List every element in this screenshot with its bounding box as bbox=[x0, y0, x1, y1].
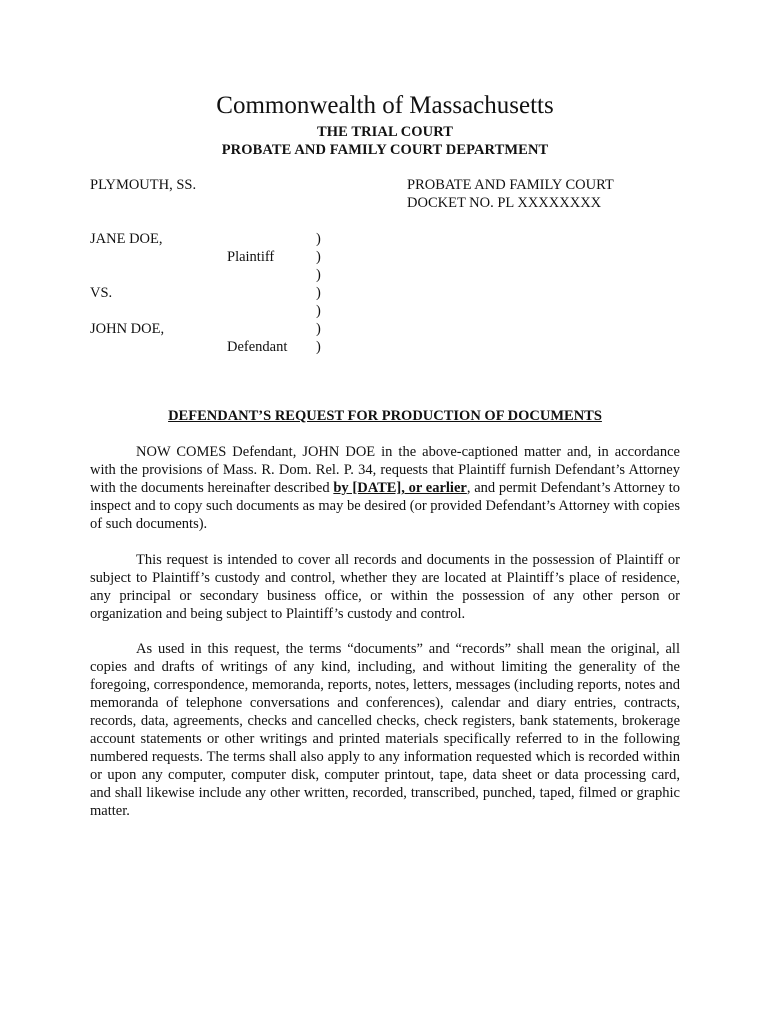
caption-bracket: ) bbox=[316, 321, 321, 337]
caption-bracket: ) bbox=[316, 267, 321, 283]
caption-bracket: ) bbox=[316, 339, 321, 355]
court-line-department: PROBATE AND FAMILY COURT DEPARTMENT bbox=[221, 142, 549, 158]
docket-number: DOCKET NO. PL XXXXXXXX bbox=[407, 195, 602, 211]
paragraph-text: , and permit Defendant’s Attorney to inspect and to copy such documents as may be desired (or provided Defendant’s Attorney with copies of such documents). bbox=[90, 480, 680, 532]
caption-bracket: ) bbox=[316, 249, 321, 265]
paragraph-definitions: As used in this request, the terms “documents” and “records” shall mean the original, all copies and drafts of writings of any kind, including, and without limiting the generality of the foregoing, correspondence, memoranda, reports, notes, letters, messages (including reports, notes and memoranda of telephone conversations and conferences), calendar and diary entries, contracts, records, data, agreements, checks and cancelled checks, check registers, bank statements, brokerage account statements or other writings and printed materials specifically referred to in the following numbered requests. The terms shall also apply to any information requested which is recorded within or upon any computer, computer disk, computer printout, tape, data sheet or data processing card, and shall likewise include any other written, recorded, transcribed, punched, taped, filmed or graphic matter. bbox=[90, 641, 680, 819]
versus-label: VS. bbox=[90, 285, 113, 301]
court-line-trial-court: THE TRIAL COURT bbox=[316, 124, 454, 140]
request-heading: DEFENDANT’S REQUEST FOR PRODUCTION OF DOCUMENTS bbox=[168, 408, 602, 424]
county-label: PLYMOUTH, SS. bbox=[90, 177, 197, 193]
document-title: Commonwealth of Massachusetts bbox=[216, 92, 554, 119]
paragraph-now-comes bbox=[90, 443, 680, 533]
paragraph-scope: This request is intended to cover all records and documents in the possession of Plaintiff or subject to Plaintiff’s custody and control, whether they are located at Plaintiff’s place of residence, any principal or secondary business office, or within the possession of any other person or organization and being subject to Plaintiff’s custody and control. bbox=[90, 552, 680, 622]
deadline-text: by [DATE], or earlier bbox=[333, 480, 467, 496]
caption-bracket: ) bbox=[316, 285, 321, 301]
defendant-role: Defendant bbox=[227, 339, 288, 355]
caption-bracket: ) bbox=[316, 231, 321, 247]
plaintiff-role: Plaintiff bbox=[227, 249, 275, 265]
caption-bracket: ) bbox=[316, 303, 321, 319]
plaintiff-name: JANE DOE, bbox=[90, 231, 163, 247]
paragraph-text: NOW COMES Defendant, JOHN DOE in the above-captioned matter and, in accordance with the provisions of Mass. R. Dom. Rel. P. 34, requests that Plaintiff furnish Defendant’s Attorney with the documents hereinafter described bbox=[90, 444, 680, 496]
defendant-name: JOHN DOE, bbox=[90, 321, 165, 337]
court-name: PROBATE AND FAMILY COURT bbox=[407, 177, 614, 193]
